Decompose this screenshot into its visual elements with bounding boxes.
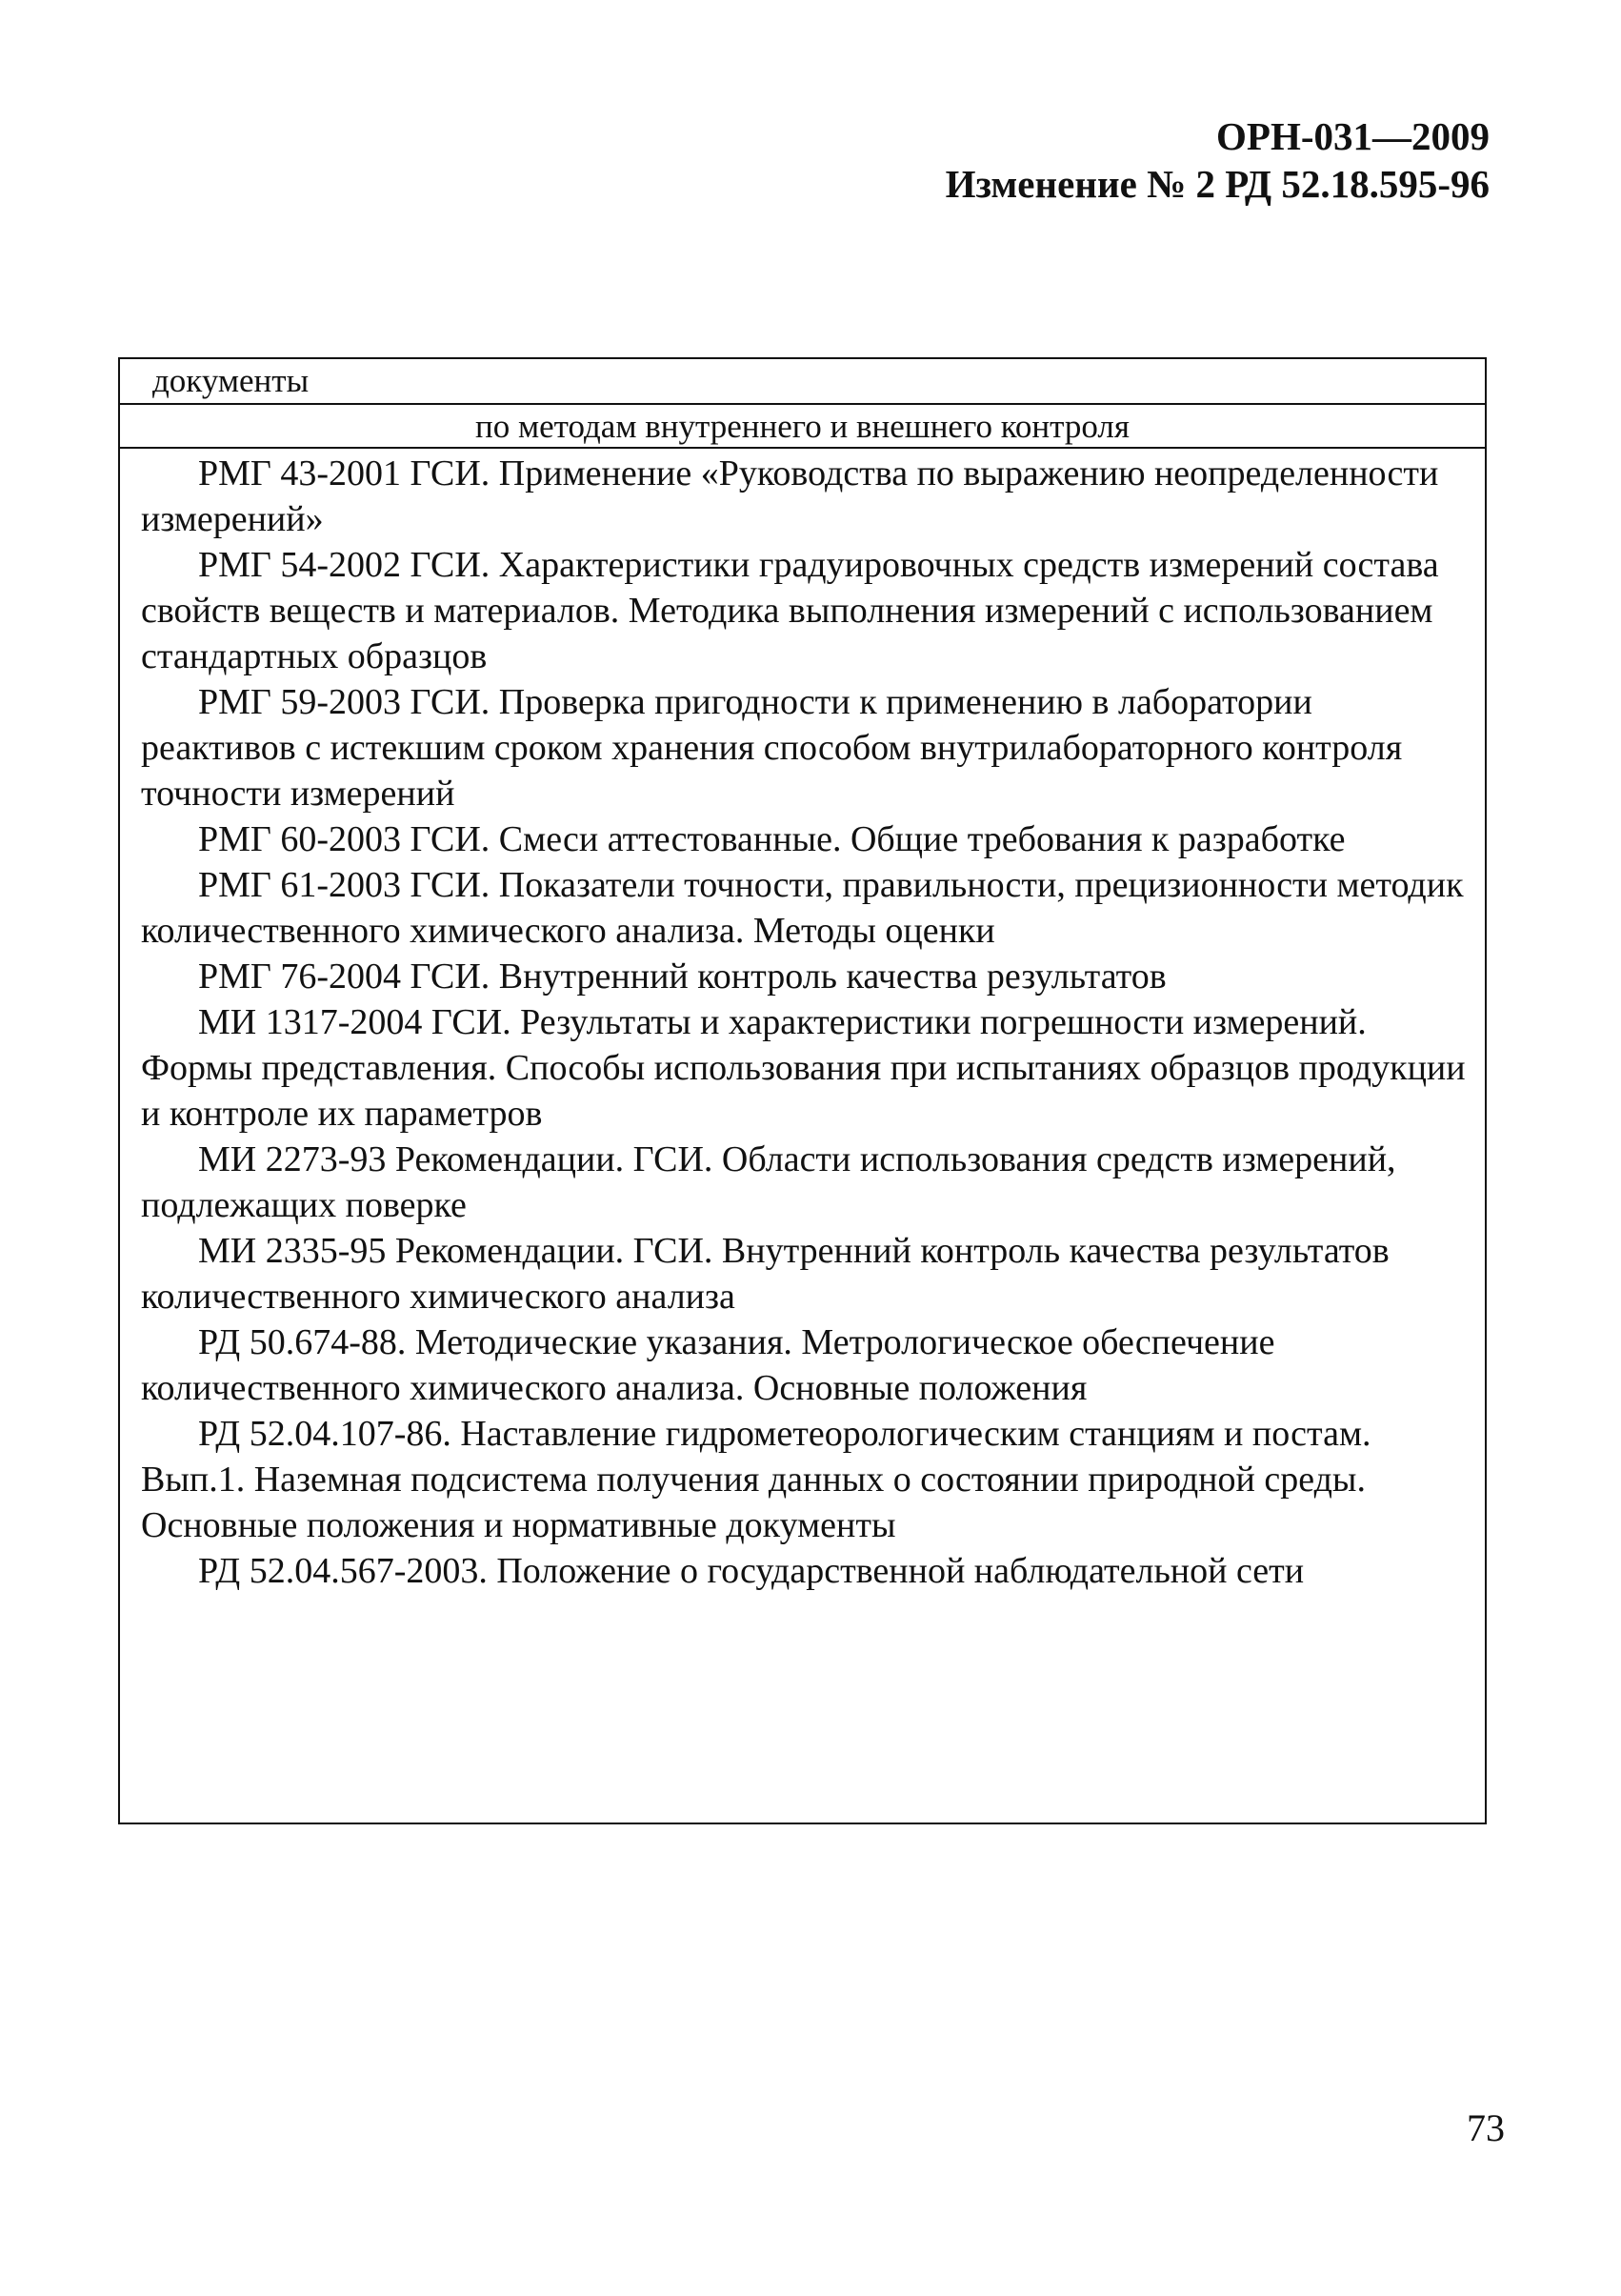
document-header [946, 112, 1490, 208]
list-item: РМГ 60-2003 ГСИ. Смеси аттестованные. Общие требования к разработке [198, 819, 1346, 859]
amendment-title: Изменение № 2 РД 52.18.595-96 [945, 162, 1490, 206]
list-item: МИ 1317-2004 ГСИ. Результаты и характеристики погрешности измерений. Формы представления. Способы использования при испытаниях образцов продукции и контроле их параметров [141, 1002, 1466, 1134]
page-number: 73 [1467, 2106, 1505, 2149]
list-item: РД 52.04.107-86. Наставление гидрометеорологическим станциям и постам. Вып.1. Наземная подсистема получения данных о состоянии природной среды. Основные положения и нормативные документы [141, 1414, 1371, 1545]
reference-list [120, 449, 1485, 1594]
document-code: ОРН-031—2009 [1216, 114, 1490, 158]
list-item: МИ 2273-93 Рекомендации. ГСИ. Области использования средств измерений, подлежащих поверке [141, 1139, 1396, 1225]
references-table [118, 357, 1487, 1824]
list-item: РМГ 76-2004 ГСИ. Внутренний контроль качества результатов [198, 957, 1167, 997]
list-item: РМГ 54-2002 ГСИ. Характеристики градуировочных средств измерений состава свойств веществ и материалов. Методика выполнения измерений с использованием стандартных образцов [141, 545, 1439, 676]
list-item: МИ 2335-95 Рекомендации. ГСИ. Внутренний контроль качества результатов количественного химического анализа [141, 1231, 1390, 1317]
section-subheading: по методам внутреннего и внешнего контроля [120, 405, 1485, 449]
list-item: РД 52.04.567-2003. Положение о государственной наблюдательной сети [198, 1551, 1305, 1591]
list-item: РМГ 43-2001 ГСИ. Применение «Руководства по выражению неопределенности измерений» [141, 453, 1439, 539]
table-continuation-row: документы [120, 359, 1485, 405]
list-item: РМГ 61-2003 ГСИ. Показатели точности, правильности, прецизионности методик количественного химического анализа. Методы оценки [141, 865, 1464, 951]
list-item: РД 50.674-88. Методические указания. Метрологическое обеспечение количественного химического анализа. Основные положения [141, 1322, 1275, 1408]
list-item: РМГ 59-2003 ГСИ. Проверка пригодности к применению в лаборатории реактивов с истекшим сроком хранения способом внутрилабораторного контроля точности измерений [141, 682, 1403, 814]
